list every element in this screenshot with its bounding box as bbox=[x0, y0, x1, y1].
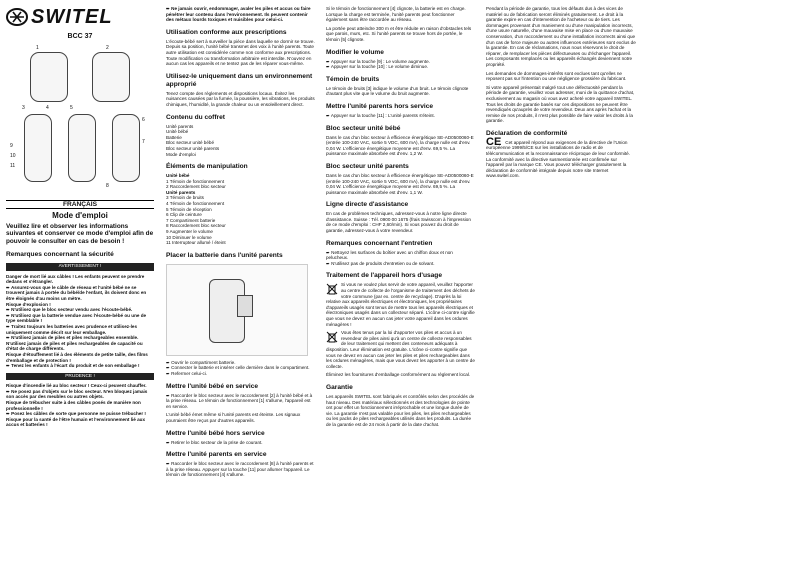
ce-mark-icon: CE bbox=[486, 135, 502, 148]
list-item: ➨ Assurez-vous que le câble de réseau et l'unité bébé ne se trouvent jamais à portée du bébé/de l'enfant, ils doivent donc en être éloignés d'au moins un mètre. bbox=[6, 285, 154, 302]
battery-disposal-text: Vous êtes tenus par la loi d'apporter vos piles et accus à un revendeur de piles ainsi qu'à un centre de collecte responsables de leur traitement qui mettent des conteneurs adéquats à disposition. Leur élimination est gratuite. L'icône ci-contre signifie que vous ne devez en aucun cas jeter les piles et piles rechargeables dans les ordures ménagères, mais que vous devez les apporter à un centre de collecte. bbox=[326, 330, 475, 369]
figure-callout-label: 11 bbox=[10, 162, 16, 169]
list-item: ➨ Nettoyez les surfaces du boîtier avec un chiffon doux et non pelucheux. bbox=[326, 250, 476, 261]
list-item: ➨ N'utilisez jamais de piles et piles rechargeables ensemble. N'utilisez jamais de piles et piles rechargeables de capacité ou d'état de charge différents. bbox=[6, 335, 154, 352]
damages-text: Les demandes de dommages-intérêts sont exclues tant qu'elles ne reposent pas sur l'intention ou une négligence grossière du fabricant. bbox=[486, 70, 627, 82]
psu-parent-text: Dans le cas d'un bloc secteur à efficience énergétique SE-AD0500060-E (entrée 100-240 VAC, sortie 5 VDC, 600 mA), la charge nulle est d'env. 0,04 W. L'efficience énergétique moyenne est d'env. 69,5 %. La puissance maximale absorbée est d'env. 1,1 W. bbox=[326, 172, 474, 195]
baby-unit-image bbox=[30, 52, 68, 102]
column-4 bbox=[486, 6, 636, 182]
warranty-text: Les appareils SWITEL sont fabriqués et contrôlés selon des procédés de haut niveau. Des matériaux sélectionnés et des technologies de pointe ont pour effet un fonctionnement irréprochable et une longue durée de vie. La garantie n'est pas valable pour les piles, les piles rechargeables ou les packs de piles rechargeables utilisés dans les produits. La durée de la garantie est de 24 mois à partir de la date d'achat. bbox=[326, 393, 475, 427]
box-contents-list bbox=[166, 124, 316, 158]
packaging-text: Éliminez les fournitures d'emballage conformément au règlement local. bbox=[326, 372, 471, 378]
figure-callout-label: 2 bbox=[106, 44, 109, 51]
figure-callout-label: 3 bbox=[22, 104, 25, 111]
figure-callout-label: 10 bbox=[10, 152, 16, 159]
list-item: ➨ N'utilisez que la batterie vendue avec l'écoute-bébé ou une de type semblable ! bbox=[6, 313, 154, 324]
list-item: ➨ Ne posez pas d'objets sur le bloc secteur. N'en bloquez jamais son accès par des meubles ou autres objets. bbox=[6, 389, 154, 400]
defect-text: Si votre appareil présentait malgré tout une défectuosité pendant la période de garantie, veuillez vous adresser, muni de la quittance d'achat, exclusivement au magasin où vous avez acheté votre appareil SWITEL. Tous les droits de garantie basés sur ces dispositions ne peuvent être revendiqués qu'auprès de votre revendeur. Deux ans après l'achat et la remise de nos produits, il n'est plus possible de faire valoir les droits à la garantie. bbox=[486, 84, 635, 124]
parent-off-text: ➨ Appuyer sur la touche [11] : L'unité parents s'éteint. bbox=[326, 113, 476, 119]
parent-unit-front-image bbox=[24, 114, 52, 182]
list-item: 4 Témoin de fonctionnement bbox=[166, 201, 225, 207]
brand-name: SWITEL bbox=[31, 6, 113, 28]
crossed-bin-icon bbox=[326, 331, 338, 343]
noise-text: Le témoin de bruits [3] indique le volume d'un bruit. Le témoin clignote d'autant plus vite que le volume du bruit augmente. bbox=[326, 85, 469, 97]
baby-unit-label: Unité bébé bbox=[166, 173, 190, 179]
list-item: ➨ Tenez les enfants à l'écart du produit et de son emballage ! bbox=[6, 363, 154, 369]
list-item: 7 Compartiment batterie bbox=[166, 217, 216, 223]
list-item: Bloc secteur unité parents bbox=[166, 145, 220, 151]
safety-title: Remarques concernant la sécurité bbox=[6, 251, 114, 258]
brand-logo bbox=[6, 6, 154, 28]
intro-text: Veuillez lire et observer les informations suivantes et conserver ce mode d'emploi afin de pouvoir le consulter en cas de besoin ! bbox=[6, 222, 154, 245]
conformity-title: Déclaration de conformité bbox=[486, 129, 568, 137]
parent-unit-label: Unité parents bbox=[166, 189, 196, 195]
list-item: ➨ N'utilisez que le bloc secteur vendu avec l'écoute-bébé. bbox=[6, 307, 154, 313]
psu-parent-title: Bloc secteur unité parents bbox=[326, 162, 409, 170]
list-item: Risque d'incendie lié au bloc secteur ! Ceux-ci peuvent chauffer. bbox=[6, 383, 147, 389]
list-item: 5 Témoin de réception bbox=[166, 206, 212, 212]
device-illustration bbox=[6, 44, 154, 194]
column-3 bbox=[326, 6, 476, 431]
list-item: ➨ Refermer celui-ci. bbox=[166, 371, 316, 377]
warranty-title: Garantie bbox=[326, 383, 353, 391]
baby-on-text: ➨ Raccorder le bloc secteur avec le raccordement [2] à l'unité bébé et à la prise réseau. Le témoin de fonctionnement [1] s'allume, l'appareil est en service. bbox=[166, 393, 316, 410]
parent-unit-back-image bbox=[112, 114, 140, 182]
list-item: Unité parents bbox=[166, 123, 194, 129]
caution-list bbox=[6, 383, 154, 428]
list-item: Danger de mort lié aux câbles ! Les enfants peuvent se prendre dedans et s'étrangler. bbox=[6, 273, 145, 285]
parent-on-text: ➨ Raccorder le bloc secteur avec le raccordement [8] à l'unité parents et à la prise réseau. Appuyer sur la touche [11] pour allumer l'appareil. Le témoin de fonctionnement [4] s'allume. bbox=[166, 461, 316, 478]
list-item: Batterie bbox=[166, 134, 182, 140]
range-note: La portée peut atteindre 300 m et être réduite en raison d'obstacles tels que parois, murs, etc. Si l'unité parents se trouve hors de portée, le témoin [5] clignote. bbox=[326, 25, 472, 42]
warning-list bbox=[6, 274, 154, 369]
list-item: 2 Raccordement bloc secteur bbox=[166, 184, 226, 190]
conformity-text: Cet appareil répond aux exigences de la directive de l'Union européenne 1999/5/CE sur les installations de radio et de télécommunication et la reconnaissance réciproque de leur conformité. La conformité avec la directive susmentionnée est confirmée sur l'appareil par la marque CE. Vous pouvez télécharger gratuitement la déclaration de conformité intégrale depuis notre site Internet www.switel.com. bbox=[486, 139, 631, 179]
parent-off-title: Mettre l'unité parents hors service bbox=[326, 102, 434, 110]
volume-title: Modifier le volume bbox=[326, 48, 384, 56]
warning-banner: AVERTISSEMENT ! bbox=[6, 263, 154, 271]
environment-title: Utilisez-le uniquement dans un environnement approprié bbox=[166, 72, 313, 88]
usage-text: L'écoute-bébé sert à surveiller la pièce dans laquelle se dormir se trouve. Depuis sa position, l'unité bébé transmet des voix à l'unité parents. Toute autre utilisation est considérée comme non conforme aux prescriptions. Toute modification ou transformation arbitraire est interdite. N'ouvrez en aucun cas les appareils et ne tentez pas de les réparer vous-même. bbox=[166, 38, 315, 67]
disposal-text: Si vous ne voulez plus servir de votre appareil, veuillez l'apporter au centre de collecte de l'organisme de traitement des déchets de votre commune (par ex. centre de recyclage). D'après la loi relative aux appareils électriques et électroniques, les propriétaires d'appareils usagés sont tenus de mettre tous les appareils électriques et électroniques usagés dans un collecteur séparé. L'icône ci-contre signifie que vous ne devez en aucun cas jeter votre appareil dans les ordures ménagères ! bbox=[326, 282, 475, 327]
baby-unit-back-image bbox=[92, 52, 130, 102]
list-item: 6 Clip de ceinture bbox=[166, 212, 202, 218]
list-item: Risque pour la santé de l'être humain et l'environnement lié aux accus et batteries ! bbox=[6, 416, 146, 428]
elements-title: Éléments de manipulation bbox=[166, 163, 248, 171]
column-2 bbox=[166, 6, 316, 481]
list-item: Risque de trébucher suite à des câbles posés de manière non professionnelle ! bbox=[6, 400, 141, 411]
list-item: Mode d'emploi bbox=[166, 151, 196, 157]
figure-callout-label: 8 bbox=[106, 182, 109, 189]
language-header: FRANÇAIS bbox=[6, 200, 154, 210]
figure-callout-label: 7 bbox=[142, 138, 145, 145]
list-item: 1 Témoin de fonctionnement bbox=[166, 178, 225, 184]
list-item: Risque d'explosion ! bbox=[6, 301, 51, 307]
hotline-text: En cas de problèmes techniques, adressez-vous à notre ligne directe d'assistance. Suisse : Tél. 0900 00 1675 (frais Swisscom à l'impression de ce mode d'emploi : CHF 2,60/min). Si vous pouvez du droit de garantie, adressez-vous à votre revendeur. bbox=[326, 211, 471, 234]
crossed-bin-icon bbox=[326, 283, 338, 295]
care-title: Remarques concernant l'entretien bbox=[326, 239, 433, 247]
charge-text: Si le témoin de fonctionnement [4] clignote, la batterie est en charge. Lorsque la charge est terminée, l'unité parents peut fonctionner également sans être raccordée au réseau. bbox=[326, 6, 466, 23]
list-item: Risque d'étouffement lié à des éléments de petite taille, des films d'emballage et de protection ! bbox=[6, 351, 148, 363]
baby-off-text: ➨ Retirer le bloc secteur de la prise de courant. bbox=[166, 440, 316, 446]
figure-callout-label: 5 bbox=[70, 104, 73, 111]
disposal-title: Traitement de l'appareil hors d'usage bbox=[326, 272, 442, 280]
model-number: BCC 37 bbox=[67, 33, 93, 40]
warranty-text-cont: Pendant la période de garantie, tous les défauts dus à des vices de matériel ou de fabrication seront éliminés gratuitement. Le droit à la garantie expire en cas d'intervention de l'acheteur ou de tiers. Les dommages provenant d'un maniement ou d'une manipulation incorrects, d'une usure naturelle, d'une mauvaise mise en place ou d'une mauvaise conservation, d'un raccordement ou d'une installation incorrects ainsi que d'un cas de force majeure ou autres influences extérieures sont exclus de la garantie. En cas de réclamations, nous nous réservons le droit de réparer, de remplacer les pièces défectueuses ou d'échanger l'appareil. Les composants remplacés ou les appareils échangés deviennent notre propriété. bbox=[486, 6, 636, 67]
box-contents-title: Contenu du coffret bbox=[166, 113, 225, 121]
figure-callout-label: 9 bbox=[10, 142, 13, 149]
baby-off-title: Mettre l'unité bébé hors service bbox=[166, 429, 265, 437]
hotline-title: Ligne directe d'assistance bbox=[326, 201, 409, 209]
list-item: ➨ Ouvrir le compartiment batterie. bbox=[166, 360, 316, 366]
list-item: ➨ Connecter le batterie et insérer celle dernière dans le compartiment. bbox=[166, 365, 316, 371]
list-item: ➨ Appuyer sur la touche [9] : Le volume augmente. bbox=[326, 59, 476, 65]
psu-baby-title: Bloc secteur unité bébé bbox=[326, 124, 401, 132]
switel-logo-icon bbox=[6, 7, 28, 27]
warning-continued: ➨ Ne jamais ouvrir, endommager, avaler les piles et accus ou faire pénétrer leur contenu dans l'environnement. Ils peuvent contenir des métaux lourds toxiques et nuisibles pour celui-ci. bbox=[166, 6, 316, 23]
battery-illustration bbox=[166, 264, 308, 356]
list-item: Unité bébé bbox=[166, 129, 189, 135]
battery-title: Placer la batterie dans l'unité parents bbox=[166, 251, 283, 259]
baby-on-note: L'unité bébé émet même si l'unité parents est éteinte. Les signaux pourraient être reçus par d'autres appareils. bbox=[166, 412, 301, 423]
psu-baby-text: Dans le cas d'un bloc secteur à efficience énergétique SE-AD0500060-E (entrée 100-240 VAC, sortie 5 VDC, 600 mA), la charge nulle est d'env. 0,04 W. L'efficience énergétique moyenne est d'env. 69,5 %. La puissance maximale absorbée est d'env. 1,2 W. bbox=[326, 134, 474, 157]
list-item: 10 Diminuer le volume bbox=[166, 234, 212, 240]
list-item: ➨ Traitez toujours les batteries avec prudence et utilisez-les uniquement comme décrit sur leur emballage. bbox=[6, 324, 154, 335]
figure-callout-label: 1 bbox=[36, 44, 39, 51]
list-item: ➨ N'utilisez pas de produits d'entretien ou de solvant. bbox=[326, 261, 476, 267]
figure-callout-label: 6 bbox=[142, 116, 145, 123]
environment-text: Tenez compte des règlements et dispositions locaux. Évitez les nuisances causées par la fumée, la poussière, les vibrations, les produits chimiques, l'humidité, la grande chaleur ou un ensoleillement direct. bbox=[166, 90, 315, 107]
column-1 bbox=[6, 6, 154, 428]
caution-banner: PRUDENCE ! bbox=[6, 373, 154, 381]
list-item: 3 Témoin de bruits bbox=[166, 195, 204, 201]
baby-on-title: Mettre l'unité bébé en service bbox=[166, 382, 259, 390]
list-item: 9 Augmenter le volume bbox=[166, 229, 213, 235]
list-item: 11 Interrupteur allumé / éteint bbox=[166, 240, 226, 246]
list-item: Bloc secteur unité bébé bbox=[166, 140, 215, 146]
list-item: 8 Raccordement bloc secteur bbox=[166, 223, 226, 229]
usage-title: Utilisation conforme aux prescriptions bbox=[166, 28, 287, 36]
figure-callout-label: 4 bbox=[46, 104, 49, 111]
list-item: ➨ Posez les câbles de sorte que personne ne puisse trébucher ! bbox=[6, 411, 154, 417]
list-item: ➨ Appuyer sur la touche [10] : Le volume diminue. bbox=[326, 64, 476, 70]
parent-on-title: Mettre l'unité parents en service bbox=[166, 451, 267, 459]
page-title: Mode d'emploi bbox=[52, 211, 108, 221]
noise-title: Témoin de bruits bbox=[326, 75, 380, 83]
parent-unit-side-image bbox=[68, 114, 96, 182]
